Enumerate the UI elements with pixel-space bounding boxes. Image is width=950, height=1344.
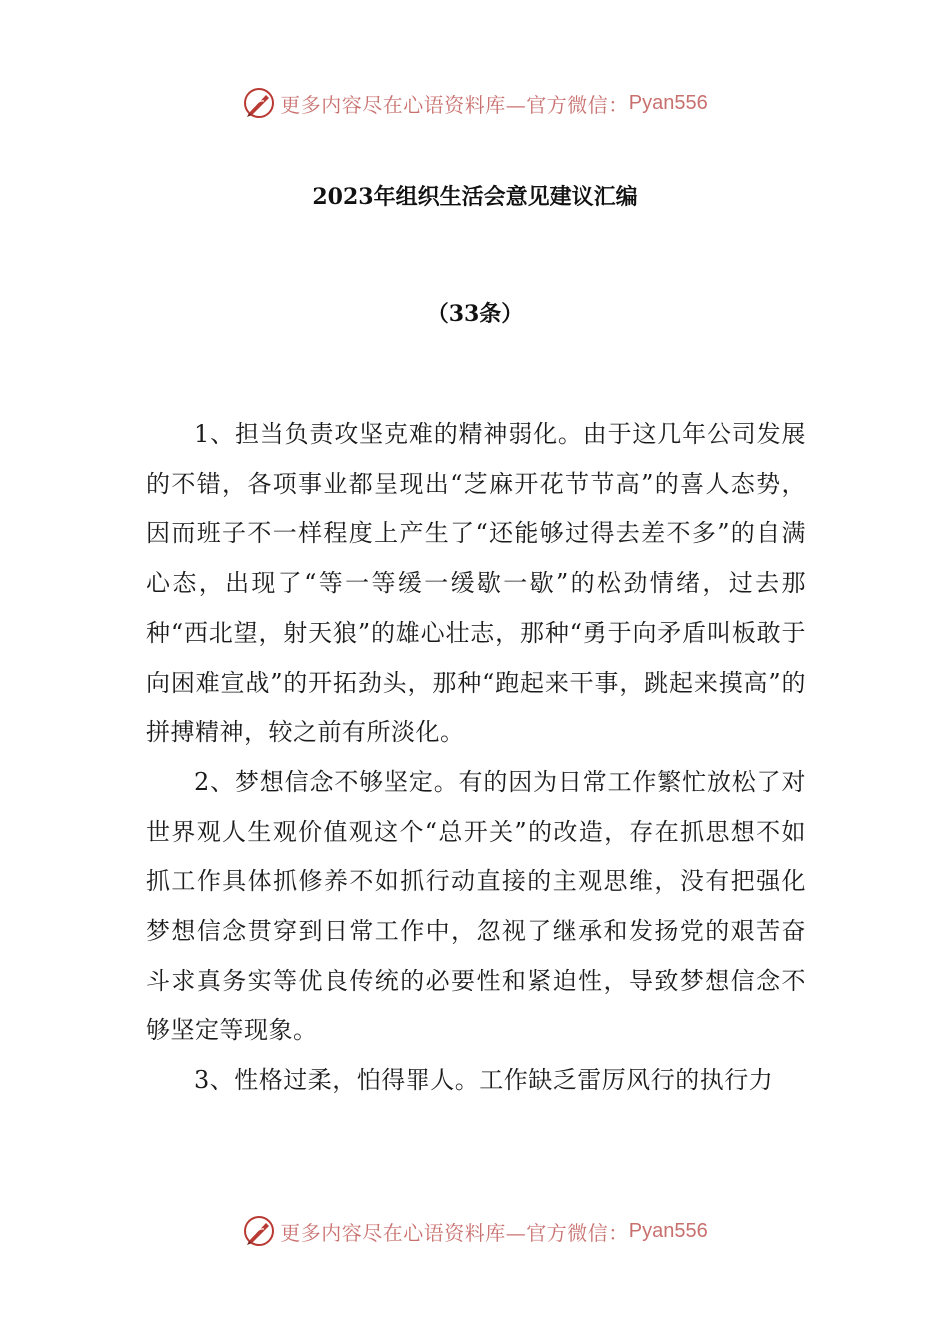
header-watermark	[0, 83, 950, 123]
document-subtitle: （33条）	[426, 301, 524, 327]
watermark-text: 更多内容尽在心语资料库—官方微信：	[280, 92, 629, 117]
watermark-wechat-id: Pyan556	[628, 91, 708, 114]
watermark-wechat-id: Pyan556	[628, 1219, 708, 1242]
watermark-text: 更多内容尽在心语资料库—官方微信：	[280, 1220, 629, 1245]
pen-logo-icon	[242, 86, 276, 120]
paragraph-3: 3、性格过柔，怕得罪人。工作缺乏雷厉风行的执行力	[194, 1066, 774, 1095]
footer-watermark	[0, 1211, 950, 1251]
document-title: 2023年组织生活会意见建议汇编	[312, 184, 638, 210]
pen-logo-icon	[242, 1214, 276, 1248]
paragraph-1: 1、担当负责攻坚克难的精神弱化。由于这几年公司发展的不错，各项事业都呈现出“芝麻开花节节高”的喜人态势，因而班子不一样程度上产生了“还能够过得去差不多”的自满心态，出现了“等一等缓一缓歇一歇”的松劲情绪，过去那种“西北望，射天狼”的雄心壮志，那种“勇于向矛盾叫板敢于向困难宣战”的开拓劲头，那种“跑起来干事，跳起来摸高”的拼搏精神，较之前有所淡化。	[146, 420, 806, 747]
document-body	[146, 410, 806, 1106]
paragraph-2: 2、梦想信念不够坚定。有的因为日常工作繁忙放松了对世界观人生观价值观这个“总开关”的改造，存在抓思想不如抓工作具体抓修养不如抓行动直接的主观思维，没有把强化梦想信念贯穿到日常工作中，忽视了继承和发扬党的艰苦奋斗求真务实等优良传统的必要性和紧迫性，导致梦想信念不够坚定等现象。	[146, 767, 806, 1045]
